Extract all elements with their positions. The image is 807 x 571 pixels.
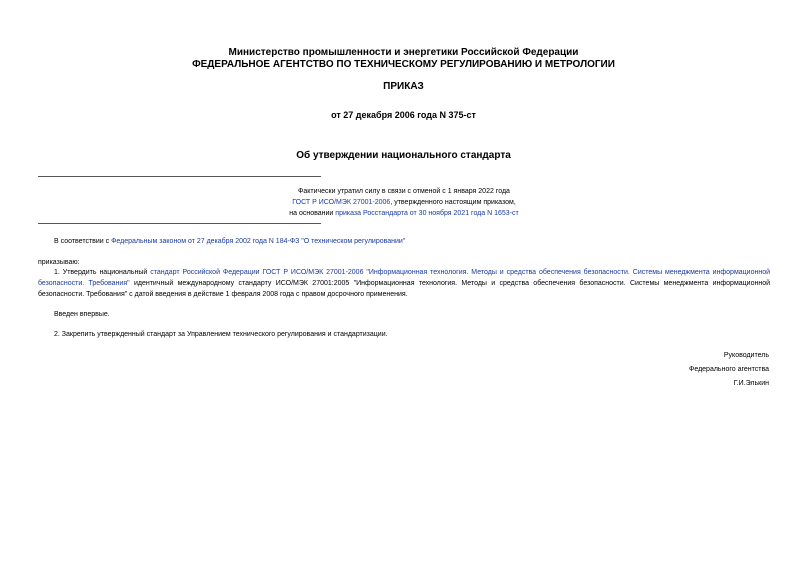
rosstandart-order-link[interactable]: приказа Росстандарта от 30 ноября 2021 года N 1653-ст xyxy=(335,210,519,217)
note-rule-top xyxy=(38,176,321,177)
introduced-note: Введен впервые. xyxy=(54,311,110,318)
order-word: приказываю: xyxy=(38,259,80,266)
signature-title-1: Руководитель xyxy=(723,352,769,359)
document-date: от 27 декабря 2006 года N 375-ст xyxy=(331,110,476,120)
signature-title-2: Федерального агентства xyxy=(689,366,769,373)
status-note xyxy=(200,186,608,219)
note-line-2-text: , утвержденного настоящим приказом, xyxy=(390,199,516,206)
agency-title: ФЕДЕРАЛЬНОЕ АГЕНТСТВО ПО ТЕХНИЧЕСКОМУ РЕГУЛИРОВАНИЮ И МЕТРОЛОГИИ xyxy=(192,59,615,70)
signature-block xyxy=(689,349,769,391)
basis-prefix: В соответствии с xyxy=(54,238,112,245)
item-1-paragraph xyxy=(38,267,770,300)
note-rule-bottom xyxy=(38,223,321,224)
gost-link[interactable]: ГОСТ Р ИСО/МЭК 27001-2006 xyxy=(292,199,391,206)
basis-paragraph xyxy=(54,236,770,247)
federal-law-link[interactable]: Федеральным законом от 27 декабря 2002 года N 184-ФЗ "О техническом регулировании" xyxy=(111,238,406,245)
signature-name: Г.И.Элькин xyxy=(733,380,769,387)
standard-link[interactable]: стандарт Российской Федерации ГОСТ Р ИСО/МЭК 27001-2006 "Информационная технология. Методы и средства обеспечения безопасности. Системы менеджмента информационной безопасности. Требования" xyxy=(38,269,770,287)
document-subject: Об утверждении национального стандарта xyxy=(296,150,511,161)
item-1-text: идентичный международному стандарту ИСО/МЭК 27001:2005 "Информационная технология. Методы и средства обеспечения безопасности. Системы менеджмента информационной безопасности. Требования" с датой введения в действие 1 февраля 2008 года с правом досрочного применения. xyxy=(38,280,770,298)
note-line-3 xyxy=(200,208,608,219)
item-1-prefix: 1. Утвердить национальный xyxy=(54,269,151,276)
note-line-3-prefix: на основании xyxy=(289,210,336,217)
ministry-title: Министерство промышленности и энергетики Российской Федерации xyxy=(228,47,579,58)
document-type: ПРИКАЗ xyxy=(383,81,424,92)
item-2-paragraph: 2. Закрепить утвержденный стандарт за Управлением технического регулирования и стандартизации. xyxy=(54,331,388,338)
note-line-1: Фактически утратил силу в связи с отменой с 1 января 2022 года xyxy=(298,188,510,195)
note-line-2 xyxy=(200,197,608,208)
